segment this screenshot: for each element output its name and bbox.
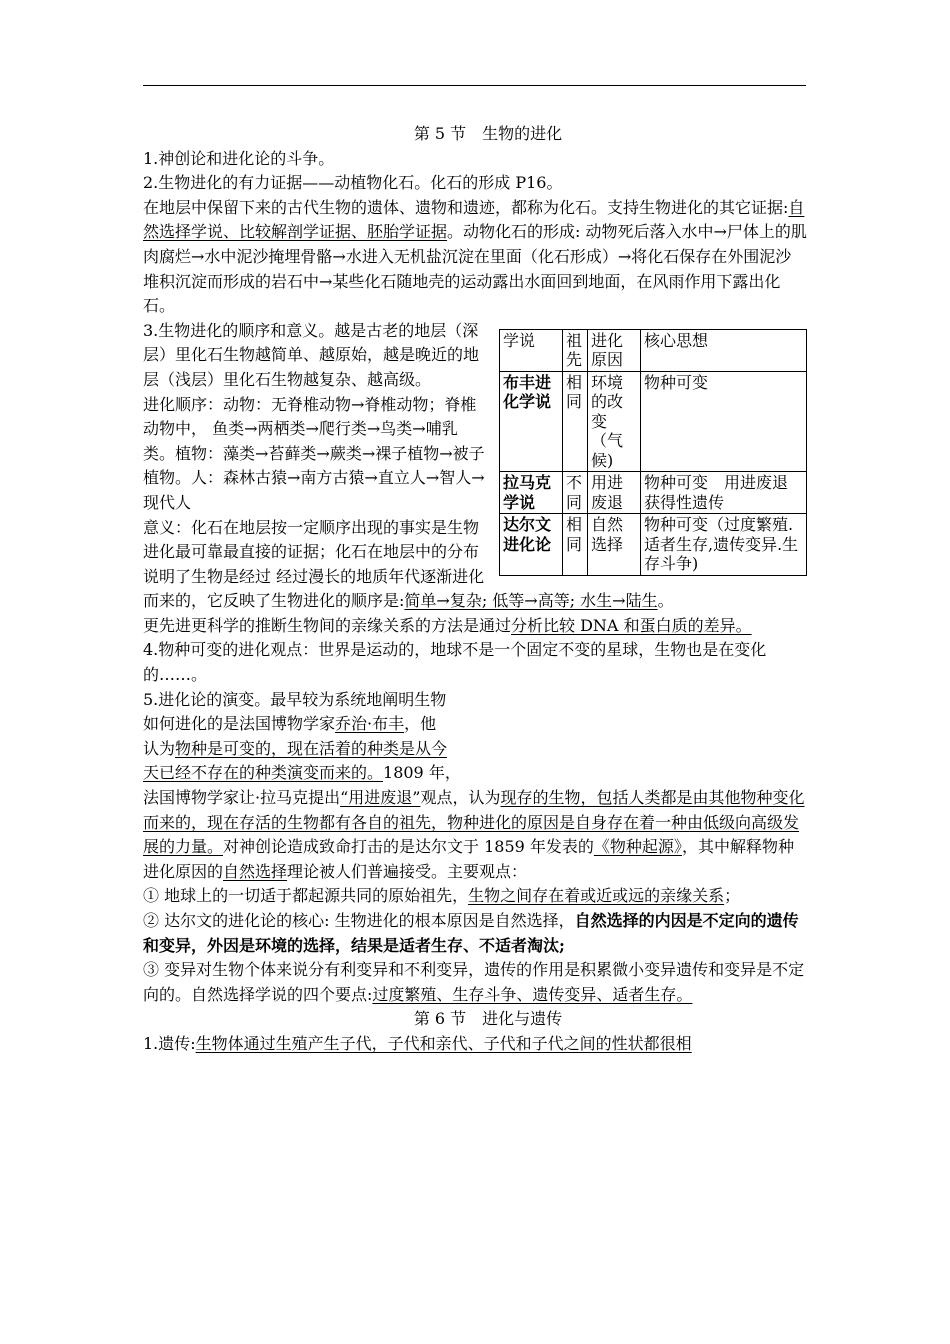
table-header-cell: 进化原因: [588, 329, 641, 371]
table-row: [500, 472, 807, 514]
text-line: [143, 712, 489, 737]
table-cell: 物种可变（过度繁殖.适者生存,遗传变异.生存斗争): [641, 514, 807, 576]
underlined-text: 生物体通过生殖产生子代，子代和亲代、子代和子代之间的性状都很相: [195, 1033, 692, 1053]
header-rule: [143, 85, 806, 86]
text: 意义：化石在地层按一定顺序出现的事实是生物进化最可靠最直接的证据；化石在地层中的分布说明了生物是经过 经过漫长的地质年代逐渐进化而来的，它反映了生物进化的顺序是:: [143, 517, 485, 611]
text: ① 地球上的一切适于都起源共同的原始祖先，: [143, 886, 469, 906]
table-header-cell: 祖先: [563, 329, 588, 371]
table-header-cell: 学说: [500, 329, 563, 371]
table-cell: 自然选择: [588, 514, 641, 576]
theory-table: [499, 329, 807, 576]
text: 对神创论造成致命打击的是达尔文于 1859 年发表的: [223, 837, 594, 857]
document-body: [143, 122, 807, 1057]
underlined-text: 简单→复杂; 低等→高等; 水生→陆生: [404, 591, 658, 611]
text: ③ 变异对生物个体来说分有利变异和不利变异，遗传的作用是积累微小变异遗传和变异是不定向的。自然选择学说的四个要点:: [143, 960, 805, 1004]
para-point-2: [143, 909, 807, 958]
bold-text: 自然选择的内因是不定向的遗传和变异，外因是环境的选择，结果是适者生存、不适者淘汰;: [143, 911, 799, 955]
section-6-title: 第 6 节 进化与遗传: [413, 1009, 563, 1029]
table-cell: 环境的改变（气候): [588, 371, 641, 472]
underlined-text: 生物之间存在着或近或远的亲缘关系: [468, 886, 725, 906]
text: 1809 年，: [383, 763, 461, 783]
text: 。: [657, 591, 674, 611]
text: 理论被人们普遍接受。主要观点：: [287, 861, 528, 881]
text-line: 5.进化论的演变。最早较为系统地阐明生物: [143, 689, 447, 709]
evolution-order-block: [143, 319, 807, 614]
text: ② 达尔文的进化论的核心: 生物进化的根本原因是自然选择，: [143, 911, 575, 930]
para-evolution-sequence: 进化顺序：动物：无脊椎动物→脊椎动物；脊椎动物中， 鱼类→两栖类→爬行类→鸟类→哺乳类。植物：藻类→苔藓类→蕨类→裸子植物→被子植物。人：森林古猿→南方古猿→直立人→智人→现代人: [143, 394, 485, 512]
para-fossil-evidence: 2.生物进化的有力证据——动植物化石。化石的形成 P16。: [143, 173, 563, 193]
text: ；: [724, 886, 741, 906]
table-cell: 用进废退: [588, 472, 641, 514]
text: 认为: [143, 738, 176, 758]
underlined-text: 自然选择学说、比较解剖学证据、胚胎学证据: [143, 197, 805, 242]
text: ，其中解释物种进化原因的: [143, 837, 794, 881]
para-fossil-definition: [143, 196, 807, 319]
table-cell: 布丰进化学说: [500, 371, 563, 472]
table-cell: 相同: [563, 371, 588, 472]
para-point-3: [143, 958, 807, 1007]
underlined-text: 乔治·布丰: [335, 714, 405, 734]
table-cell: 物种可变: [641, 371, 807, 472]
text: 更先进更科学的推断生物间的亲缘关系的方法是通过: [143, 615, 512, 635]
para-point-1: [143, 884, 807, 909]
para-heredity: [143, 1032, 807, 1057]
text: ，他: [404, 714, 437, 734]
underlined-text: “用进废退”: [340, 788, 421, 808]
para-dna-method: [143, 614, 807, 639]
text: 在地层中保留下来的古代生物的遗体、遗物和遗迹，都称为化石。支持生物进化的其它证据:: [143, 197, 789, 217]
table-cell: 相同: [563, 514, 588, 576]
table-row: [500, 514, 807, 576]
underlined-text: 天已经不存在的种类演变而来的。: [143, 763, 384, 783]
section-5-title: 第 5 节 生物的进化: [413, 124, 563, 143]
underlined-text: 过度繁殖、生存斗争、遗传变异、适者生存。: [372, 984, 693, 1004]
underlined-text: 自然选择: [223, 861, 288, 881]
text-line: [143, 737, 489, 762]
underlined-text: 分析比较 DNA 和蛋白质的差异。: [511, 615, 752, 635]
underlined-text: 现存的生物，包括人类都是由其他物种变化而来的，现在存活的生物都有各自的祖先，物种进化的原因是自身存在着一种由低级向高级发展的力量。: [143, 788, 805, 857]
para-evolution-order: 3.生物进化的顺序和意义。越是古老的地层（深层）里化石生物越简单、越原始，越是晚近的地层（浅层）里化石生物越复杂、越高级。: [143, 320, 480, 389]
para-variable-species: 4.物种可变的进化观点：世界是运动的，地球不是一个固定不变的星球，生物也是在变化的……。: [143, 640, 767, 685]
text: 1.遗传:: [143, 1033, 196, 1053]
underlined-text: 《物种起源》: [593, 837, 682, 857]
table-cell: 物种可变 用进废退 获得性遗传: [641, 472, 807, 514]
text: 观点，认为: [420, 788, 501, 808]
table-header-row: [500, 329, 807, 371]
table-cell: 达尔文进化论: [500, 514, 563, 576]
para-theory-history: [143, 688, 489, 786]
table-cell: 不同: [563, 472, 588, 514]
para-creationism: 1.神创论和进化论的斗争。: [143, 148, 335, 168]
text-line: [143, 761, 489, 786]
text: 法国博物学家让·拉马克提出: [143, 788, 341, 808]
underlined-text: 物种是可变的，现在活着的种类是从今: [175, 738, 448, 758]
table-header-cell: 核心思想: [641, 329, 807, 371]
table-row: [500, 371, 807, 472]
table-cell: 拉马克学说: [500, 472, 563, 514]
para-lamarck-darwin: [143, 786, 807, 884]
text: 如何进化的是法国博物学家: [143, 714, 336, 734]
text: 。动物化石的形成: 动物死后落入水中→尸体上的肌肉腐烂→水中泥沙掩埋骨骼→水进入无机盐沉淀在里面（化石形成）→将化石保存在外围泥沙堆积沉淀而形成的岩石中→某些化石随地壳的运动露出水面回到地面，在风雨作用下露出化石。: [143, 222, 807, 316]
